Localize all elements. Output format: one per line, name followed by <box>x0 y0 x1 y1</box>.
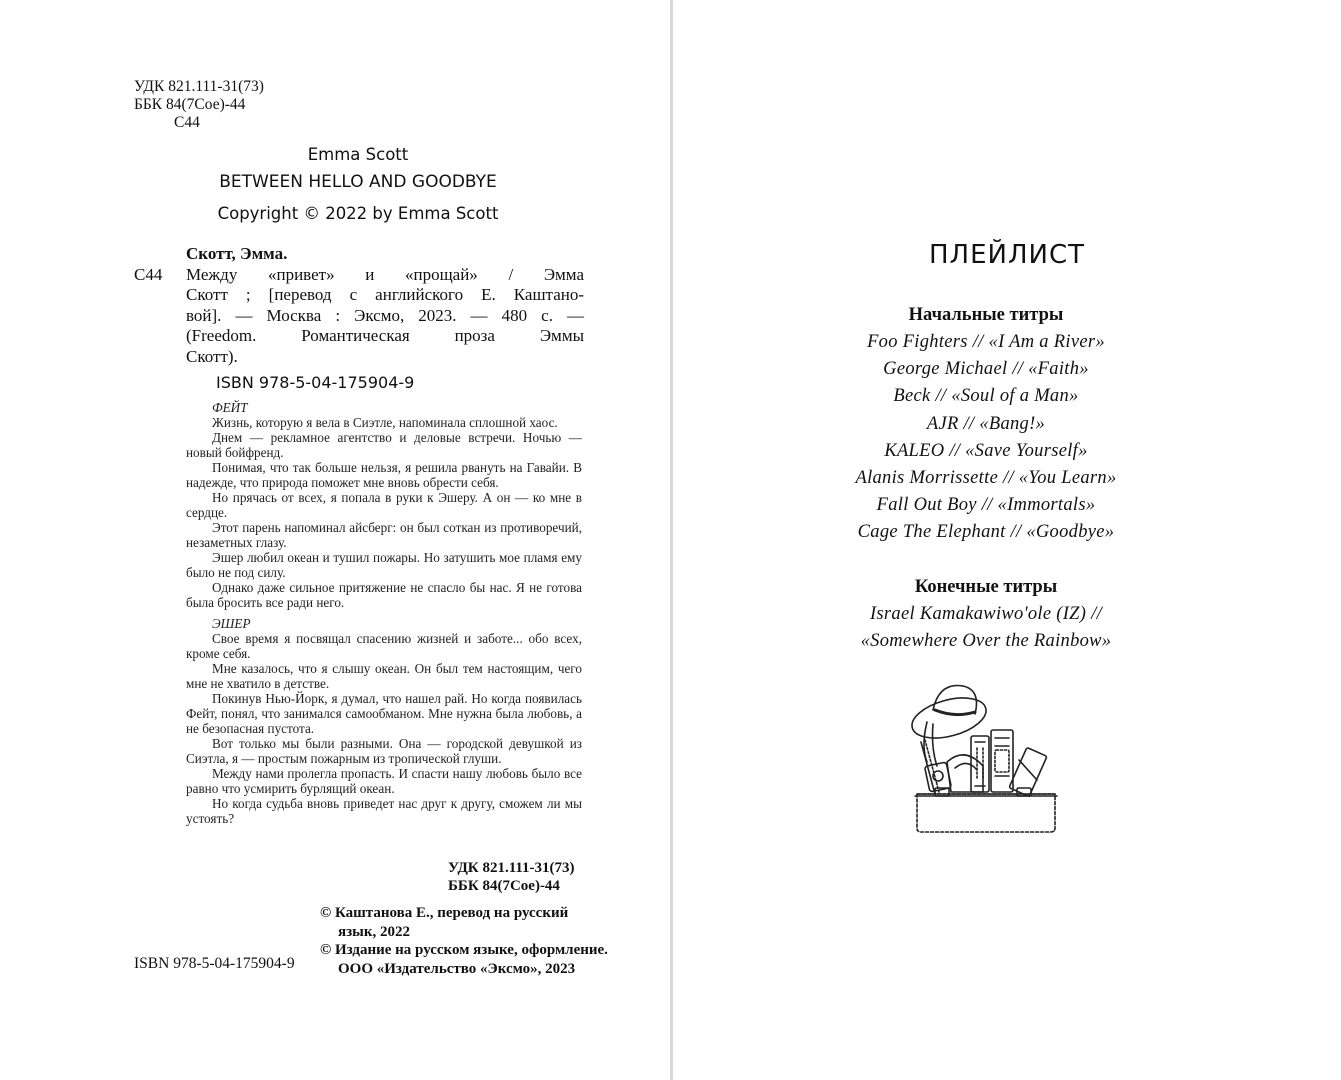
bib-line: Скотт). <box>186 346 238 366</box>
asher-label: ЭШЕР <box>212 616 251 631</box>
right-page <box>673 0 1341 1080</box>
playlist-title: ПЛЕЙЛИСТ <box>928 240 1085 270</box>
bib-line: вой]. — Москва : Эксмо, 2023. — 480 с. — <box>186 305 584 325</box>
bbk-code: ББК 84(7Сое)-44 <box>134 96 246 113</box>
classification-codes <box>134 78 264 132</box>
annotation-paragraph: Покинув Нью-Йорк, я думал, что нашел рай. Но когда появилась Фейт, понял, что занимался самообманом. Мне нужна была любовь, а не безопасная пустота. <box>186 691 582 736</box>
annotation-paragraph: Но прячась от всех, я попала в руки к Эшеру. А он — ко мне в сердце. <box>186 490 582 520</box>
copyright-line: ООО «Издательство «Эксмо», 2023 <box>338 960 576 977</box>
copyright-line: © Издание на русском языке, оформление. <box>320 942 608 958</box>
classification-bottom <box>448 859 575 895</box>
annotation-paragraph: Свое время я посвящал спасению жизней и заботе... обо всех, кроме себя. <box>186 631 582 661</box>
track-item: Israel Kamakawiwo'ole (IZ) // <box>869 604 1103 624</box>
closing-credits <box>673 574 1299 655</box>
track-item: AJR // «Bang!» <box>926 413 1046 434</box>
annotation <box>186 400 582 826</box>
annotation-paragraph: Днем — рекламное агентство и деловые встречи. Ночью — новый бойфренд. <box>186 430 582 460</box>
original-author: Emma Scott <box>307 145 409 164</box>
closing-heading: Конечные титры <box>914 577 1058 597</box>
copyright-line: © Каштанова Е., перевод на русский <box>320 905 569 921</box>
track-item: Beck // «Soul of a Man» <box>893 386 1079 407</box>
annotation-paragraph: Между нами пролегла пропасть. И спасти нашу любовь было все равно что усмирить бурлящий океан. <box>186 766 582 796</box>
russian-copyright <box>320 904 608 978</box>
bbk-code-bottom: ББК 84(7Сое)-44 <box>448 878 560 894</box>
annotation-paragraph: Эшер любил океан и тушил пожары. Но затушить мое пламя ему было не под силу. <box>186 550 582 580</box>
bibliographic-record <box>134 244 584 367</box>
annotation-paragraph: Этот парень напоминал айсберг: он был соткан из противоречий, незаметных глазу. <box>186 520 582 550</box>
suitcase-illustration <box>905 676 1065 836</box>
isbn-bottom: ISBN 978-5-04-175904-9 <box>134 955 295 972</box>
annotation-paragraph: Но когда судьба вновь приведет нас друг к другу, сможем ли мы устоять? <box>186 796 582 826</box>
original-copyright: Copyright © 2022 by Emma Scott <box>217 204 499 223</box>
udk-code-bottom: УДК 821.111-31(73) <box>448 860 575 876</box>
original-title: BETWEEN HELLO AND GOODBYE <box>219 172 497 192</box>
track-item: KALEO // «Save Yourself» <box>884 440 1088 461</box>
left-page <box>0 0 670 1080</box>
bib-signature: С44 <box>134 264 163 284</box>
isbn-line: ISBN 978-5-04-175904-9 <box>216 373 415 392</box>
bib-line: Между «привет» и «прощай» / Эмма <box>186 264 584 284</box>
faith-label: ФЕЙТ <box>212 400 248 415</box>
annotation-paragraph: Вот только мы были разными. Она — городской девушкой из Сиэтла, я — простым пожарным из тропической глуши. <box>186 736 582 766</box>
track-item: Fall Out Boy // «Immortals» <box>876 495 1096 516</box>
opening-heading: Начальные титры <box>908 305 1064 325</box>
annotation-paragraph: Понимая, что так больше нельзя, я решила рвануть на Гавайи. В надежде, что природа поможет мне вновь обрести себя. <box>186 460 582 490</box>
bib-line: Скотт ; [перевод с английского Е. Каштано- <box>186 285 584 304</box>
udk-code: УДК 821.111-31(73) <box>134 78 264 95</box>
track-item: Foo Fighters // «I Am a River» <box>867 332 1105 352</box>
track-item: George Michael // «Faith» <box>883 359 1089 380</box>
annotation-paragraph: Однако даже сильное притяжение не спасло бы нас. Я не готова была бросить все ради него. <box>186 580 582 610</box>
annotation-paragraph: Мне казалось, что я слышу океан. Он был тем настоящим, чего мне не хватило в детстве. <box>186 661 582 691</box>
track-item: Cage The Elephant // «Goodbye» <box>857 522 1115 543</box>
opening-credits <box>673 302 1299 547</box>
bib-heading: Скотт, Эмма. <box>186 244 288 263</box>
bib-line: (Freedom. Романтическая проза Эммы <box>186 326 584 345</box>
annotation-paragraph: Жизнь, которую я вела в Сиэтле, напоминала сплошной хаос. <box>212 415 558 430</box>
track-item: «Somewhere Over the Rainbow» <box>860 631 1112 652</box>
track-item: Alanis Morrissette // «You Learn» <box>855 468 1117 489</box>
copyright-line: язык, 2022 <box>338 923 410 940</box>
author-sign: С44 <box>174 114 200 131</box>
